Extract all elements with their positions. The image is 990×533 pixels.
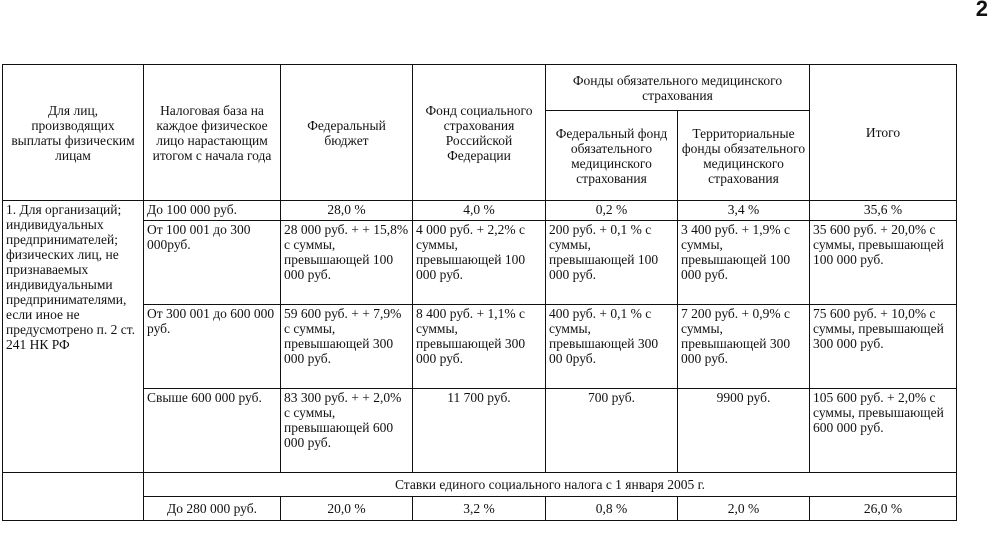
row-3-fss: 8 400 руб. + 1,1% с суммы, превышающей 300 000 руб.	[413, 305, 546, 389]
row-4-total: 105 600 руб. + 2,0% с суммы, превышающей 600 000 руб.	[810, 389, 957, 473]
row-1-total: 35,6 %	[810, 201, 957, 221]
header-territorial-medical-funds: Территориальные фонды обязательного медицинского страхования	[678, 111, 810, 201]
row-1-tfoms: 3,4 %	[678, 201, 810, 221]
header-federal-medical-fund: Федеральный фонд обязательного медицинского страхования	[546, 111, 678, 201]
row-3-ffoms: 400 руб. + 0,1 % с суммы, превышающей 300 00 0руб.	[546, 305, 678, 389]
header-federal-budget: Федеральный бюджет	[281, 65, 413, 201]
row-2005-fss: 3,2 %	[413, 497, 546, 521]
header-tax-base: Налоговая база на каждое физическое лицо нарастающим итогом с начала года	[144, 65, 281, 201]
row-2005-total: 26,0 %	[810, 497, 957, 521]
empty-cell-left	[3, 473, 144, 497]
row-2-ffoms: 200 руб. + 0,1 % с суммы, превышающей 100 000 руб.	[546, 221, 678, 305]
header-payers: Для лиц, производящих выплаты физическим лицам	[3, 65, 144, 201]
row-2-base: От 100 001 до 300 000руб.	[144, 221, 281, 305]
header-medical-funds-group: Фонды обязательного медицинского страхования	[546, 65, 810, 111]
row-2-federal: 28 000 руб. + + 15,8% с суммы, превышающей 100 000 руб.	[281, 221, 413, 305]
row-2-fss: 4 000 руб. + 2,2% с суммы, превышающей 100 000 руб.	[413, 221, 546, 305]
row-2-tfoms: 3 400 руб. + 1,9% с суммы, превышающей 100 000 руб.	[678, 221, 810, 305]
row-2005-tfoms: 2,0 %	[678, 497, 810, 521]
header-social-insurance-fund: Фонд социального страхования Российской Федерации	[413, 65, 546, 201]
row-2-total: 35 600 руб. + 20,0% с суммы, превышающей 100 000 руб.	[810, 221, 957, 305]
row-4-ffoms: 700 руб.	[546, 389, 678, 473]
row-4-fss: 11 700 руб.	[413, 389, 546, 473]
row-1-federal: 28,0 %	[281, 201, 413, 221]
page-number: 2	[975, 0, 988, 21]
row-4-tfoms: 9900 руб.	[678, 389, 810, 473]
section-2005-title: Ставки единого социального налога с 1 января 2005 г.	[144, 473, 957, 497]
row-1-base: До 100 000 руб.	[144, 201, 281, 221]
row-4-base: Свыше 600 000 руб.	[144, 389, 281, 473]
header-total: Итого	[810, 65, 957, 201]
row-2005-base: До 280 000 руб.	[144, 497, 281, 521]
row-2005-ffoms: 0,8 %	[546, 497, 678, 521]
row-3-base: От 300 001 до 600 000 руб.	[144, 305, 281, 389]
row-3-total: 75 600 руб. + 10,0% с суммы, превышающей 300 000 руб.	[810, 305, 957, 389]
row-1-fss: 4,0 %	[413, 201, 546, 221]
row-4-federal: 83 300 руб. + + 2,0% с суммы, превышающей 600 000 руб.	[281, 389, 413, 473]
row-2005-federal: 20,0 %	[281, 497, 413, 521]
row-3-tfoms: 7 200 руб. + 0,9% с суммы, превышающей 300 000 руб.	[678, 305, 810, 389]
payer-group-1: 1. Для организаций; индивидуальных предпринимателей; физических лиц, не признаваемых индивидуальными предпринимателями, если иное не предусмотрено п. 2 ст. 241 НК РФ	[3, 201, 144, 473]
row-1-ffoms: 0,2 %	[546, 201, 678, 221]
row-3-federal: 59 600 руб. + + 7,9% с суммы, превышающей 300 000 руб.	[281, 305, 413, 389]
tax-rates-table	[2, 64, 957, 521]
empty-cell-left-2	[3, 497, 144, 521]
